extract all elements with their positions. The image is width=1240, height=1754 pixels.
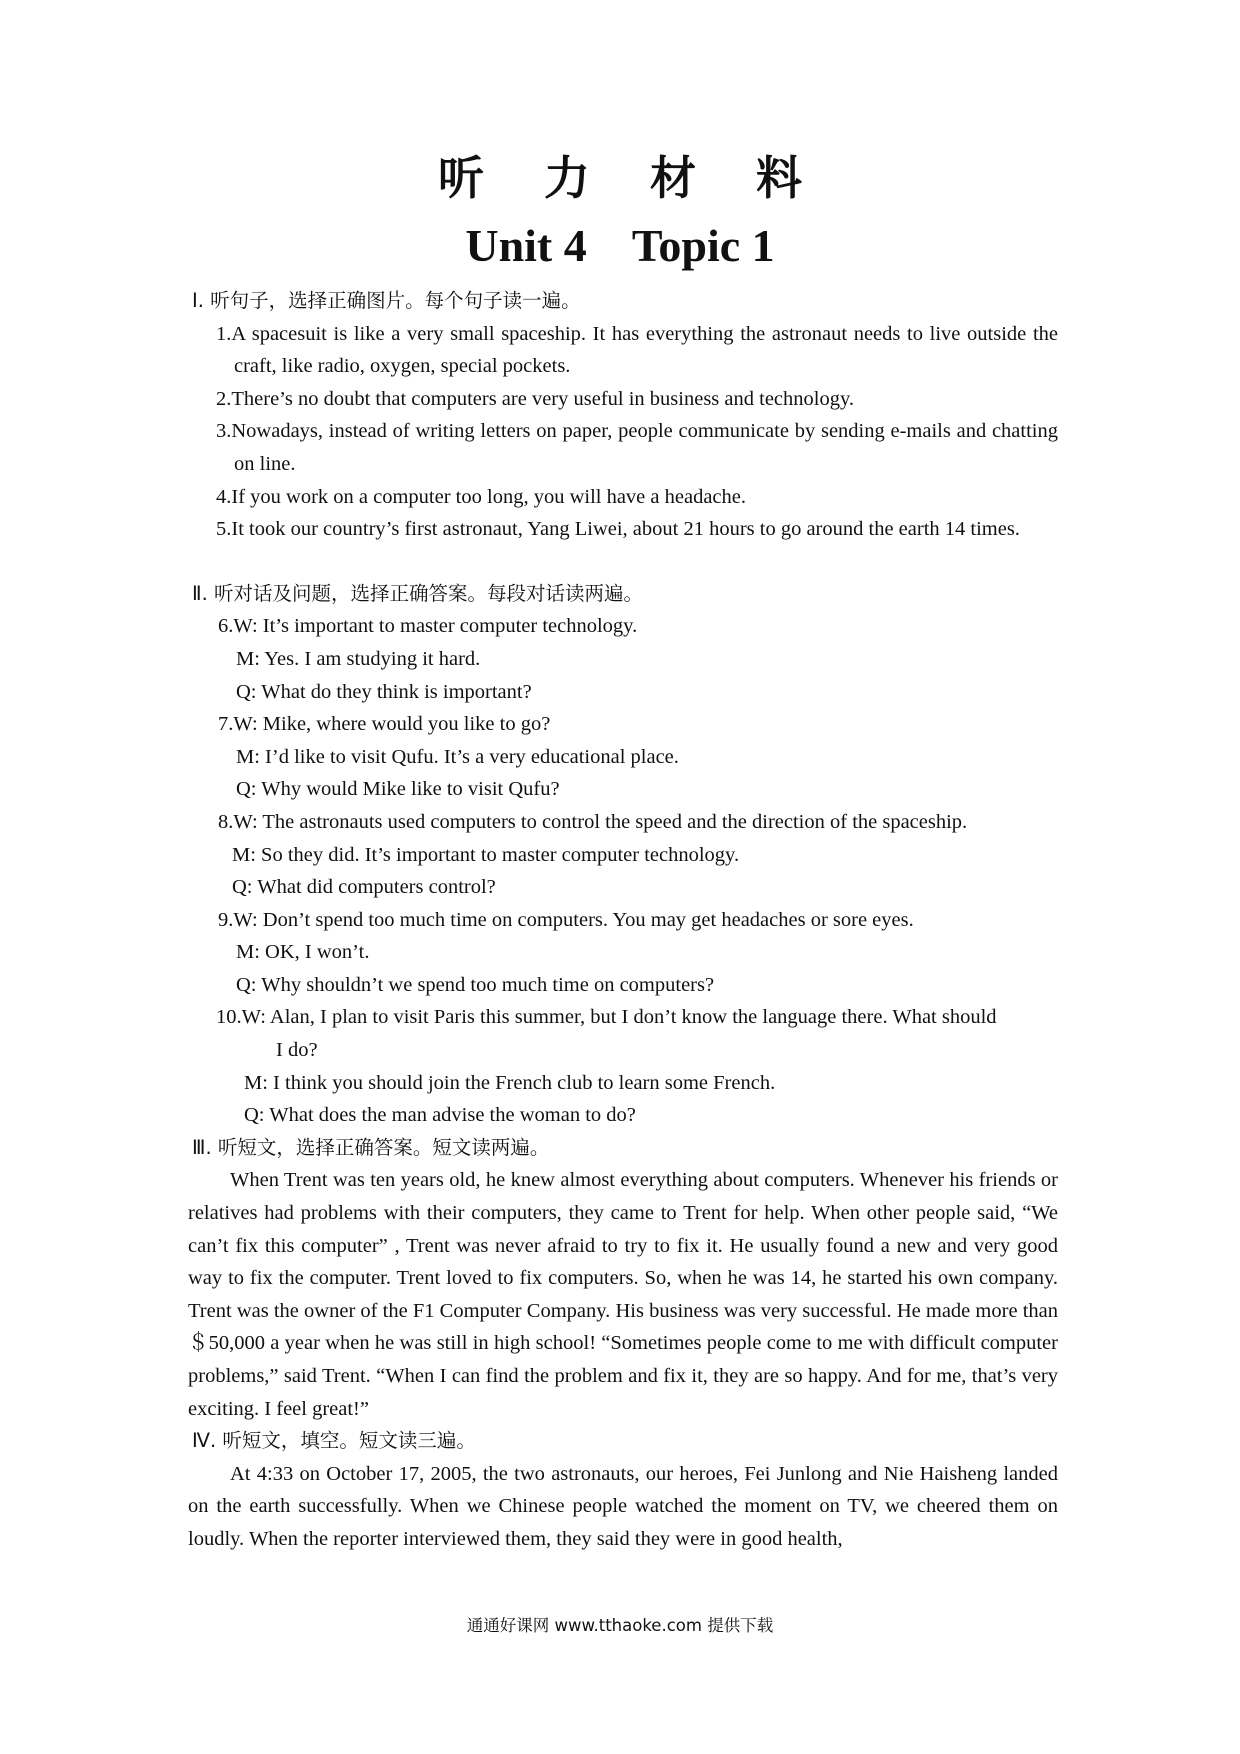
- dialogue-7-woman: 7.W: Mike, where would you like to go?: [218, 713, 551, 736]
- dialogue-7-man: M: I’d like to visit Qufu. It’s a very educational place.: [236, 745, 679, 768]
- dialogue-10-question: Q: What does the man advise the woman to do?: [244, 1104, 636, 1127]
- sentence-item-2: 2.There’s no doubt that computers are very useful in business and technology.: [216, 387, 855, 410]
- dialogue-6-woman: 6.W: It’s important to master computer technology.: [218, 615, 638, 638]
- dialogue-8-question: Q: What did computers control?: [232, 876, 496, 899]
- section-spacer: [188, 546, 1058, 578]
- section-3-passage: When Trent was ten years old, he knew almost everything about computers. Whenever his friends or relatives had problems with their computers, they came to Trent for help. When other people said, “We can’t fix this computer” , Trent was never afraid to try to fix it. He usually found a new and very good way to fix the computer. Trent loved to fix computers. So, when he was 14, he started his own company. Trent was the owner of the F1 Computer Company. His business was very successful. He made more than ＄50,000 a year when he was still in high school! “Sometimes people come to me with difficult computer problems,” said Trent. “When I can find the problem and fix it, they are so happy. And for me, that’s very exciting. I feel great!”: [188, 1169, 1058, 1420]
- dialogue-9-woman: 9.W: Don’t spend too much time on computers. You may get headaches or sore eyes.: [218, 908, 914, 931]
- section-4-passage: At 4:33 on October 17, 2005, the two astronauts, our heroes, Fei Junlong and Nie Haisheng landed on the earth successfully. When we Chinese people watched the moment on TV, we cheered them on loudly. When the reporter interviewed them, they said they were in good health,: [188, 1462, 1058, 1550]
- section-3-heading: Ⅲ. 听短文，选择正确答案。短文读两遍。: [192, 1135, 550, 1159]
- dialogue-10-woman: [188, 1001, 1058, 1066]
- page-footer: 通通好课网 www.tthaoke.com 提供下载: [466, 1616, 774, 1635]
- dialogue-8-woman: 8.W: The astronauts used computers to control the speed and the direction of the spaceship.: [218, 810, 968, 833]
- page-title-chinese: 听 力 材 料: [437, 151, 825, 205]
- dialogue-6-question: Q: What do they think is important?: [236, 680, 532, 703]
- section-2-heading: Ⅱ. 听对话及问题，选择正确答案。每段对话读两遍。: [192, 581, 643, 605]
- sentence-item-5: 5.It took our country’s first astronaut, Yang Liwei, about 21 hours to go around the earth 14 times.: [216, 518, 1020, 541]
- section-1-heading: Ⅰ. 听句子，选择正确图片。每个句子读一遍。: [192, 289, 581, 312]
- dialogue-8-man: M: So they did. It’s important to master computer technology.: [232, 843, 740, 866]
- sentence-item-3: 3.Nowadays, instead of writing letters on paper, people communicate by sending e-mails and chatting on line.: [216, 420, 1058, 475]
- dialogue-10-man: M: I think you should join the French club to learn some French.: [244, 1071, 776, 1094]
- dialogue-7-question: Q: Why would Mike like to visit Qufu?: [236, 778, 560, 801]
- dialogue-10-woman-continuation: I do?: [276, 1039, 318, 1062]
- sentence-item-4: 4.If you work on a computer too long, you will have a headache.: [216, 485, 746, 508]
- listening-material-content: [188, 285, 1058, 1556]
- dialogue-10-woman-line: 10.W: Alan, I plan to visit Paris this summer, but I don’t know the language there. What should: [216, 1006, 997, 1029]
- dialogue-9-question: Q: Why shouldn’t we spend too much time on computers?: [236, 973, 715, 996]
- page-title-unit-topic: Unit 4 Topic 1: [465, 220, 775, 271]
- sentence-item-1: 1.A spacesuit is like a very small spaceship. It has everything the astronaut needs to live outside the craft, like radio, oxygen, special pockets.: [216, 322, 1058, 378]
- section-4-heading: Ⅳ. 听短文，填空。短文读三遍。: [192, 1429, 476, 1453]
- dialogue-6-man: M: Yes. I am studying it hard.: [236, 647, 481, 670]
- dialogue-9-man: M: OK, I won’t.: [236, 941, 370, 964]
